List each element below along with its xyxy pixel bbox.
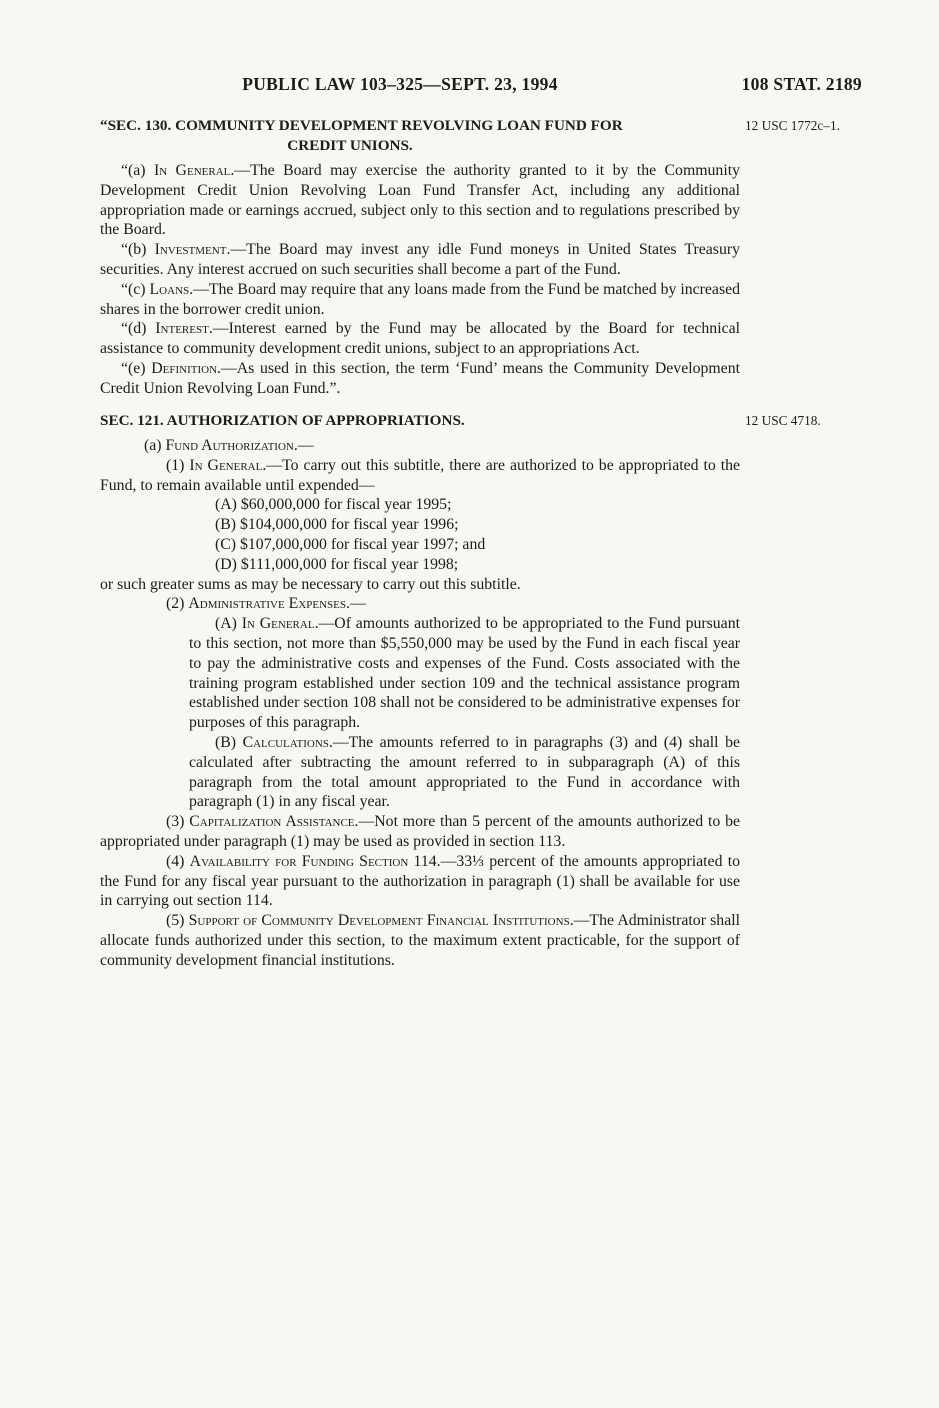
text-run: .—Not more than 5 percent of the amounts authorized to be appropriated under paragraph (1) may be used as provided in section 113. (100, 813, 740, 850)
text-run: “(e) (121, 359, 152, 377)
heading-line: SEC. 121. AUTHORIZATION OF APPROPRIATIONS. (100, 411, 465, 429)
text-run: .—To carry out this subtitle, there are authorized to be appropriated to the Fund, to remain available until expended— (100, 456, 740, 494)
smallcaps-label: Administrative Expenses (188, 595, 346, 613)
text-run: “(d) (121, 320, 156, 338)
smallcaps-label: Interest (155, 320, 209, 338)
smallcaps-label: In General (241, 615, 315, 633)
statute-paragraph (100, 614, 740, 733)
text-run: (a) (144, 437, 166, 455)
heading-line: CREDIT UNIONS. (287, 136, 413, 154)
statute-paragraph (100, 515, 740, 535)
statute-paragraph (100, 911, 740, 970)
text-run: (B) (215, 734, 243, 752)
document-body (100, 116, 840, 971)
statute-paragraph (100, 594, 740, 614)
text-run: .—Of amounts authorized to be appropriated to the Fund pursuant to this section, not more than $5,550,000 may be used by the Fund in each fiscal year to pay the administrative costs and expenses of the Fund. Costs associated with the training program established under section 109 and the technical assistance program established under section 108 shall not be considered to be administrative expenses for purposes of this paragraph. (189, 615, 740, 732)
smallcaps-label: Capitalization Assistance (189, 813, 355, 831)
statute-paragraph (100, 161, 740, 240)
smallcaps-label: Support of Community Development Financial Institutions (188, 912, 570, 930)
statute-paragraph (100, 280, 740, 320)
text-run: “(a) (121, 162, 154, 179)
statute-paragraph (100, 812, 740, 852)
statute-paragraph (100, 852, 740, 911)
stat-page-number: 108 STAT. 2189 (741, 74, 862, 94)
statute-paragraph (100, 555, 740, 575)
text-run: (A) (215, 615, 242, 633)
statute-paragraph (100, 535, 740, 555)
text-run: (4) (166, 852, 190, 870)
statute-paragraph (100, 575, 740, 595)
heading-line: “SEC. 130. COMMUNITY DEVELOPMENT REVOLVING LOAN FUND FOR (100, 117, 623, 134)
text-run: “(c) (121, 280, 150, 298)
sec-121-heading (100, 411, 821, 431)
text-run: .—The Board may exercise the authority granted to it by the Community Development Credit Union Revolving Loan Fund Transfer Act, including any additional appropriation made or earnings accrued, subject only to this section and to regulations prescribed by the Board. (100, 162, 740, 239)
statute-paragraph (100, 359, 740, 399)
text-run: .— (346, 595, 366, 613)
text-run: .—As used in this section, the term ‘Fund’ means the Community Development Credit Union Revolving Loan Fund.”. (100, 359, 740, 397)
statute-paragraph (100, 733, 740, 812)
text-run: (2) (166, 595, 189, 613)
text-run: (A) $60,000,000 for fiscal year 1995; (215, 496, 452, 514)
text-run: (1) (166, 456, 190, 474)
text-run: .—The Administrator shall allocate funds authorized under this section, to the maximum extent practicable, for the support of community development financial institutions. (100, 912, 740, 969)
usc-margin-note: 12 USC 1772c–1. (745, 118, 840, 133)
smallcaps-label: Fund Authorization (165, 437, 294, 455)
text-run: (C) $107,000,000 for fiscal year 1997; and (215, 536, 486, 554)
smallcaps-label: Availability for Funding Section 114 (189, 852, 437, 870)
text-run: .—The amounts referred to in paragraphs (3) and (4) shall be calculated after subtracting the amount referred to in subparagraph (A) of this paragraph from the total amount appropriated to the Fund in accordance with paragraph (1) in any fiscal year. (189, 734, 740, 811)
text-run: or such greater sums as may be necessary to carry out this subtitle. (100, 575, 521, 593)
statute-paragraph (100, 240, 740, 280)
text-run: .—33⅓ percent of the amounts appropriated to the Fund for any fiscal year pursuant to the authorization in paragraph (1) shall be available for use in carrying out section 114. (100, 852, 740, 910)
smallcaps-label: Investment (154, 241, 227, 259)
usc-margin-note: 12 USC 4718. (745, 412, 821, 428)
smallcaps-label: Definition (151, 359, 218, 377)
running-head-title: PUBLIC LAW 103–325—SEPT. 23, 1994 (242, 74, 558, 94)
smallcaps-label: In General (153, 162, 231, 179)
text-run: .— (293, 437, 314, 455)
smallcaps-label: Loans (149, 280, 190, 298)
text-run: .—The Board may require that any loans made from the Fund be matched by increased shares in the borrower credit union. (100, 280, 741, 318)
text-run: .—Interest earned by the Fund may be allocated by the Board for technical assistance to community development credit unions, subject to an appropriations Act. (100, 320, 740, 358)
page-header (100, 74, 862, 98)
statute-paragraph (100, 456, 740, 496)
statute-paragraph (100, 319, 740, 359)
sec-130-heading (100, 116, 840, 155)
text-run: .—The Board may invest any idle Fund moneys in United States Treasury securities. Any interest accrued on such securities shall become a part of the Fund. (100, 241, 740, 278)
smallcaps-label: In General (189, 456, 263, 474)
text-run: (D) $111,000,000 for fiscal year 1998; (215, 555, 459, 573)
smallcaps-label: Calculations (242, 734, 329, 752)
statute-paragraph (100, 436, 740, 456)
statute-paragraph (100, 495, 740, 515)
text-run: (3) (166, 813, 190, 831)
text-run: “(b) (121, 241, 155, 259)
text-run: (B) $104,000,000 for fiscal year 1996; (215, 516, 459, 534)
text-run: (5) (166, 912, 189, 930)
